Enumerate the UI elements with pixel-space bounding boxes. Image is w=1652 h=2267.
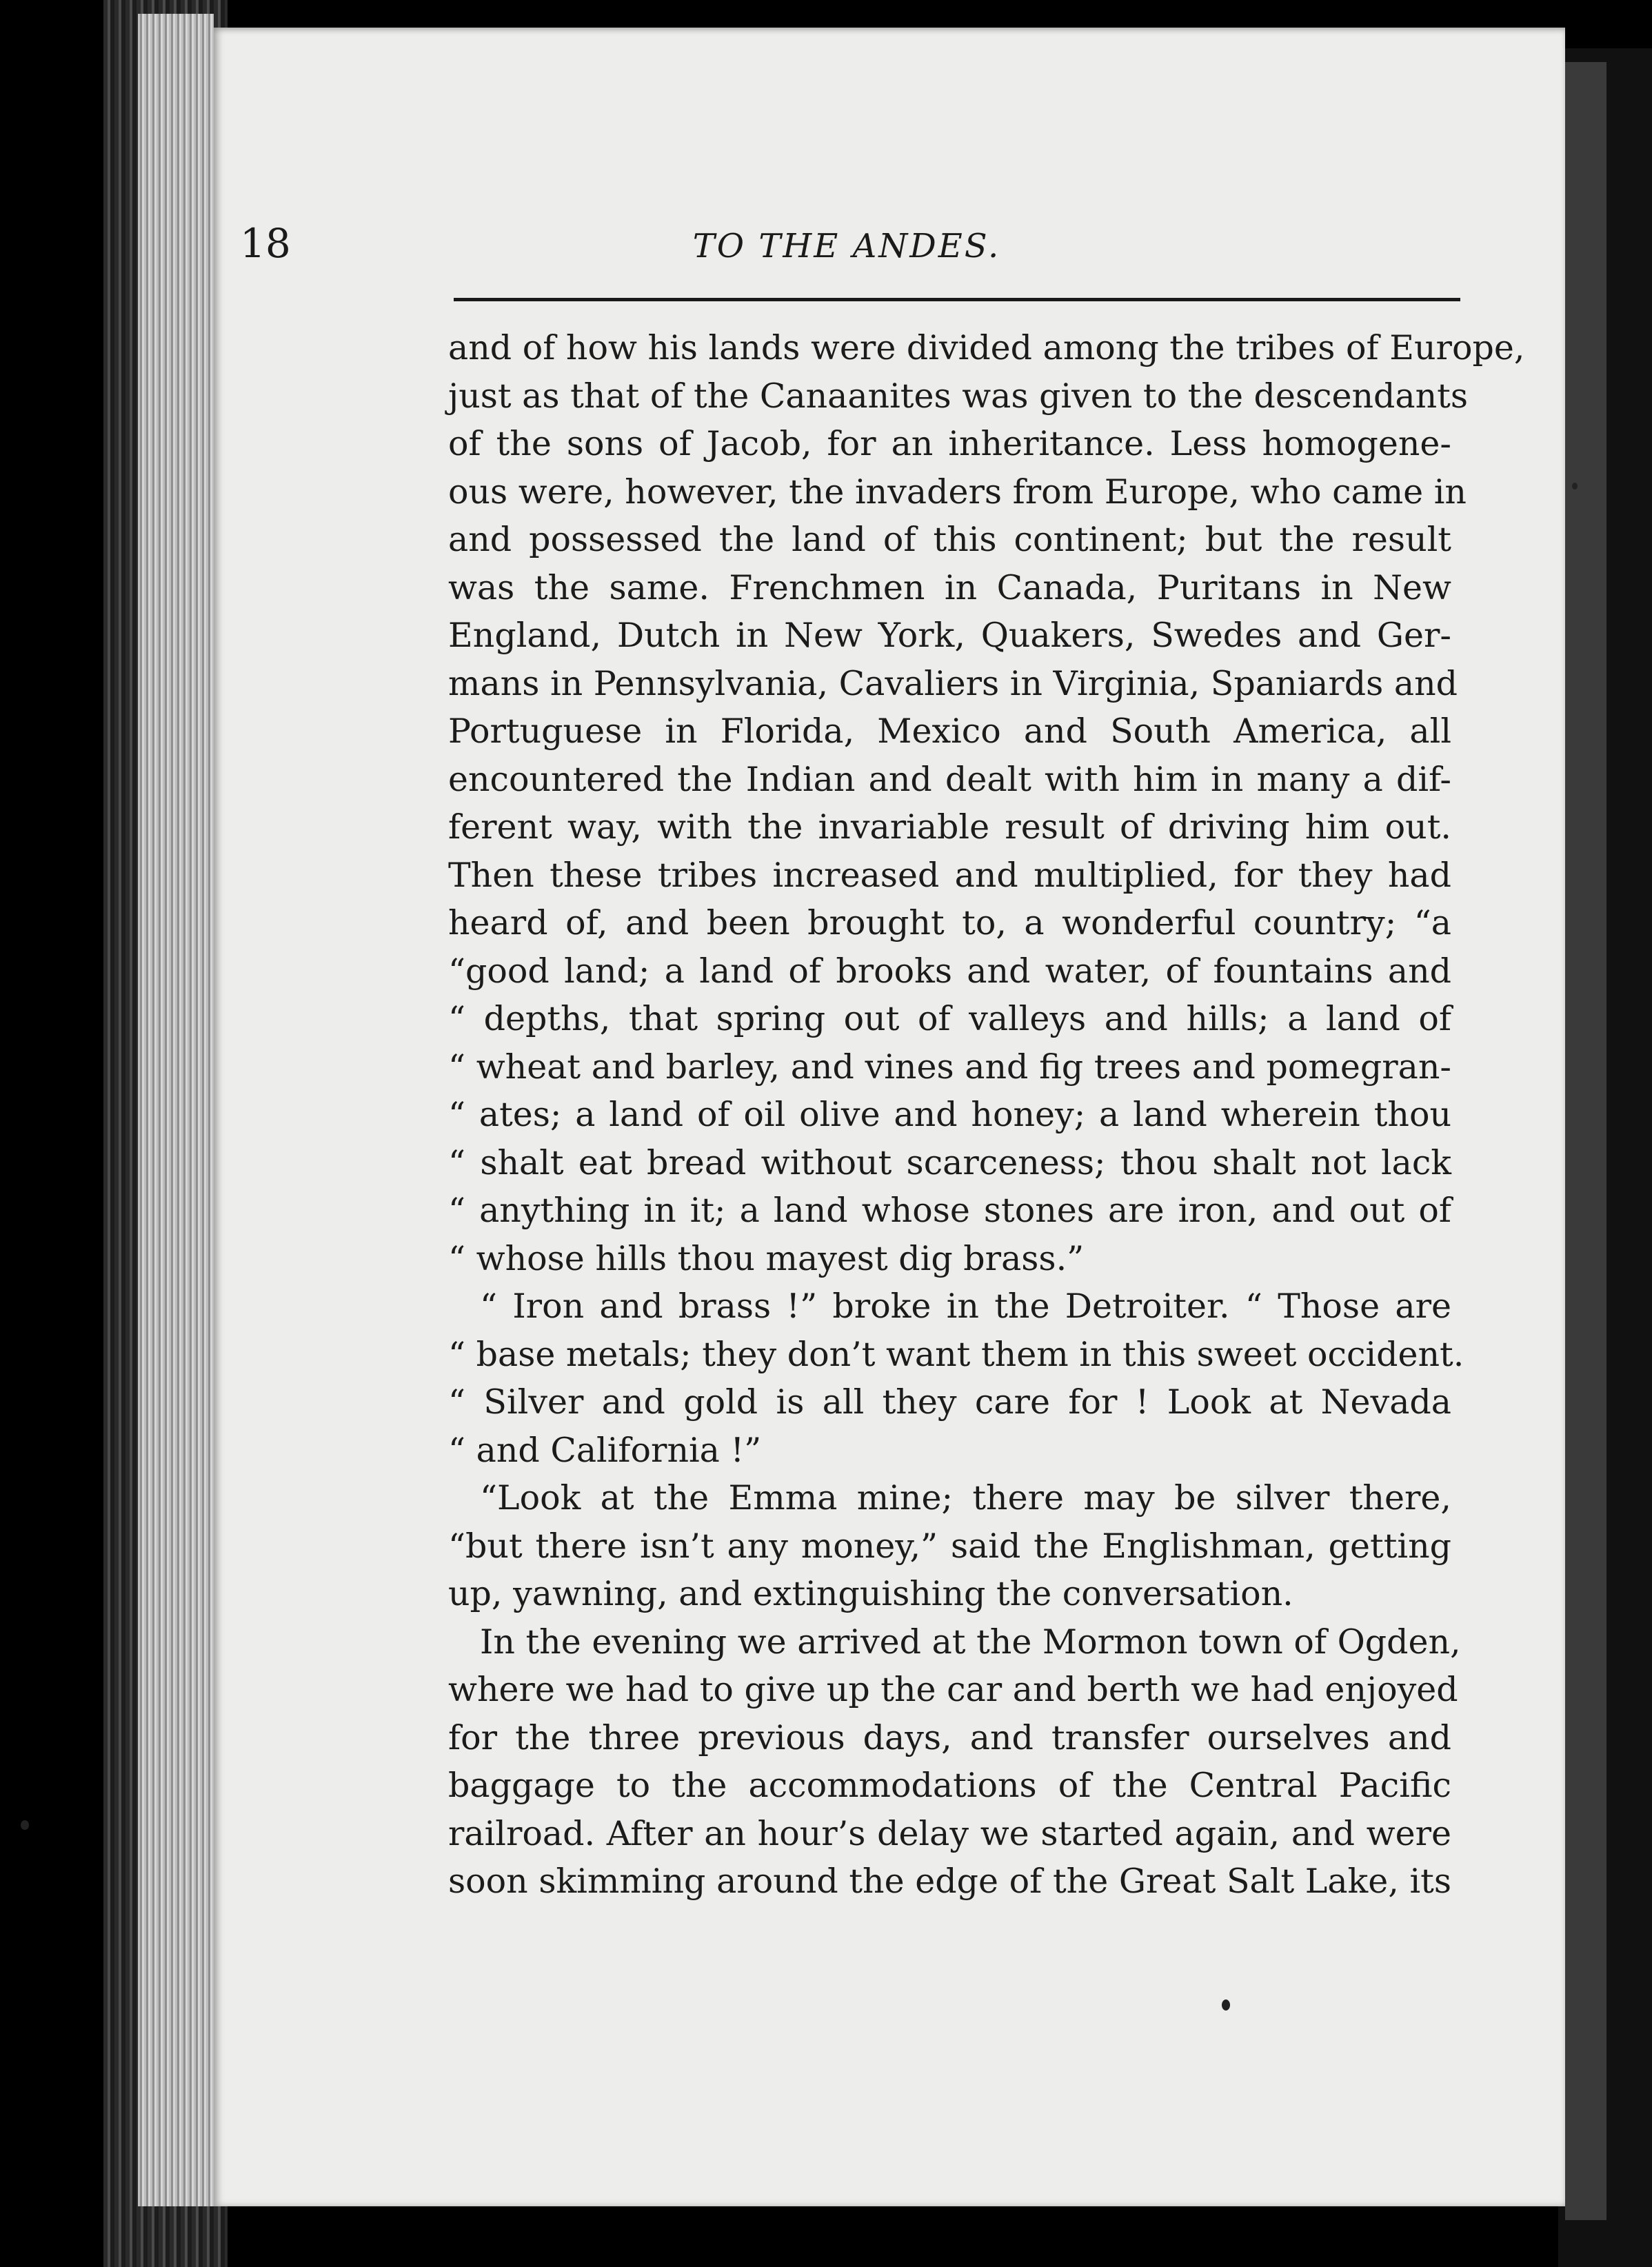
right-binding-strip xyxy=(1565,62,1606,2220)
text-line: for the three previous days, and transfer ourselves and xyxy=(448,1717,1451,1757)
text-line: soon skimming around the edge of the Great Salt Lake, its xyxy=(448,1862,1451,1901)
text-line: “ wheat and barley, and vines and fig trees and pomegran- xyxy=(448,1047,1451,1087)
running-title: TO THE ANDES. xyxy=(692,227,1001,265)
text-line: up, yawning, and extinguishing the conversation. xyxy=(448,1574,1293,1613)
page-number: 18 xyxy=(240,220,291,267)
text-line: railroad. After an hour’s delay we started again, and were xyxy=(448,1813,1451,1853)
ink-speck xyxy=(1572,483,1578,490)
text-line: “Look at the Emma mine; there may be silver there, xyxy=(480,1478,1451,1518)
text-line: baggage to the accommodations of the Central Pacific xyxy=(448,1766,1451,1805)
text-line: “but there isn’t any money,” said the Englishman, getting xyxy=(448,1526,1451,1566)
text-line: England, Dutch in New York, Quakers, Swedes and Ger- xyxy=(448,616,1451,655)
text-line: “ anything in it; a land whose stones are iron, and out of xyxy=(448,1191,1451,1230)
text-line: “ depths, that spring out of valleys and hills; a land of xyxy=(448,999,1451,1038)
text-line: and of how his lands were divided among the tribes of Europe, xyxy=(448,328,1525,367)
text-line: Then these tribes increased and multiplied, for they had xyxy=(448,855,1451,895)
body-text xyxy=(448,324,1525,1906)
ink-speck xyxy=(21,1820,29,1830)
text-line: “good land; a land of brooks and water, of fountains and xyxy=(448,951,1451,991)
text-line: was the same. Frenchmen in Canada, Puritans in New xyxy=(448,567,1451,607)
text-line: where we had to give up the car and berth we had enjoyed xyxy=(448,1670,1458,1709)
text-line: Portuguese in Florida, Mexico and South America, all xyxy=(448,712,1451,751)
header-rule xyxy=(454,298,1460,301)
text-line: “ whose hills thou mayest dig brass.” xyxy=(448,1238,1085,1278)
text-line: “ base metals; they don’t want them in this sweet occident. xyxy=(448,1334,1464,1374)
text-line: and possessed the land of this continent; but the result xyxy=(448,520,1451,559)
page-stack-edge xyxy=(138,14,214,2206)
page-header xyxy=(240,205,1453,272)
text-line: ous were, however, the invaders from Europe, who came in xyxy=(448,472,1467,512)
text-line: just as that of the Canaanites was given to the descendants xyxy=(448,376,1468,416)
ink-speck xyxy=(1222,1999,1230,2011)
text-line: “ ates; a land of oil olive and honey; a land wherein thou xyxy=(448,1095,1451,1134)
text-line: In the evening we arrived at the Mormon town of Ogden, xyxy=(480,1622,1461,1662)
text-line: “ shalt eat bread without scarceness; thou shalt not lack xyxy=(448,1142,1451,1182)
text-line: heard of, and been brought to, a wonderful country; “a xyxy=(448,903,1451,943)
text-line: ferent way, with the invariable result of driving him out. xyxy=(448,807,1451,847)
text-line: encountered the Indian and dealt with him in many a dif- xyxy=(448,759,1451,799)
text-line: mans in Pennsylvania, Cavaliers in Virginia, Spaniards and xyxy=(448,663,1458,703)
text-line: “ Silver and gold is all they care for ! Look at Nevada xyxy=(448,1382,1451,1422)
text-line: of the sons of Jacob, for an inheritance. Less homogene- xyxy=(448,424,1451,463)
text-line: “ Iron and brass !” broke in the Detroiter. “ Those are xyxy=(480,1287,1451,1326)
text-line: “ and California !” xyxy=(448,1430,762,1470)
